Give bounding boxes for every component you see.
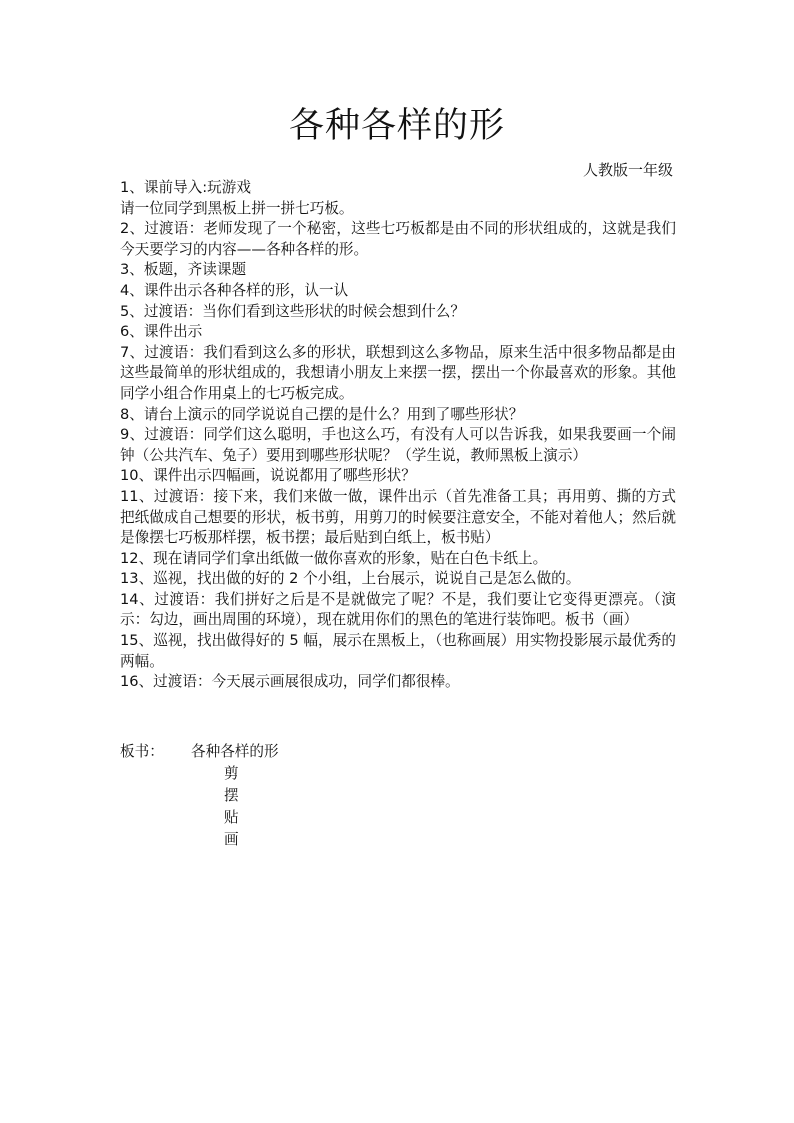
paragraph: 7、过渡语：我们看到这么多的形状，联想到这么多物品，原来生活中很多物品都是由这些最简单的形状组成的，我想请小朋友上来摆一摆，摆出一个你最喜欢的形象。其他同学小组合作用桌上的七巧板完成。 <box>120 343 676 402</box>
paragraph: 6、课件出示 <box>120 323 203 341</box>
edition-label: 人教版一年级 <box>582 161 673 179</box>
paragraph: 4、课件出示各种各样的形，认一认 <box>120 281 349 299</box>
paragraph: 16、过渡语：今天展示画展很成功，同学们都很棒。 <box>120 673 460 691</box>
paragraph: 13、巡视，找出做的好的 2 个小组，上台展示，说说自己是怎么做的。 <box>120 570 581 588</box>
page-title: 各种各样的形 <box>288 106 505 146</box>
paragraph: 14、过渡语：我们拼好之后是不是就做完了呢？不是，我们要让它变得更漂亮。（演示：勾边，画出周围的环境），现在就用你们的黑色的笔进行装饰吧。板书（画） <box>120 590 676 629</box>
paragraph: 8、请台上演示的同学说说自己摆的是什么？用到了哪些形状？ <box>120 405 524 423</box>
paragraph: 1、课前导入:玩游戏 <box>120 179 251 196</box>
paragraph: 3、板题，齐读课题 <box>120 261 247 279</box>
lesson-steps <box>120 178 676 693</box>
board-step: 贴 <box>224 809 239 826</box>
board-step: 剪 <box>224 765 239 782</box>
board-step: 摆 <box>224 787 239 804</box>
board-steps <box>224 763 239 851</box>
paragraph: 15、巡视，找出做得好的 5 幅，展示在黑板上，（也称画展）用实物投影展示最优秀的两幅。 <box>120 632 676 670</box>
board-step: 画 <box>224 831 239 848</box>
paragraph: 10、课件出示四幅画，说说都用了哪些形状？ <box>120 467 416 485</box>
paragraph: 11、过渡语：接下来，我们来做一做，课件出示（首先准备工具；再用剪、撕的方式把纸做成自己想要的形状，板书剪，用剪刀的时候要注意安全，不能对着他人；然后就是像摆七巧板那样摆，板书摆；最后贴到白纸上，板书贴） <box>120 487 676 547</box>
paragraph: 12、现在请同学们拿出纸做一做你喜欢的形象，贴在白色卡纸上。 <box>120 549 548 567</box>
paragraph: 9、过渡语：同学们这么聪明，手也这么巧，有没有人可以告诉我，如果我要画一个闹钟（公共汽车、兔子）要用到哪些形状呢？（学生说，教师黑板上演示） <box>120 426 676 464</box>
paragraph: 5、过渡语：当你们看到这些形状的时候会想到什么？ <box>120 302 465 320</box>
paragraph: 请一位同学到黑板上拼一拼七巧板。 <box>120 199 354 217</box>
board-title: 各种各样的形 <box>191 743 279 760</box>
paragraph: 2、过渡语：老师发现了一个秘密，这些七巧板都是由不同的形状组成的，这就是我们今天要学习的内容——各种各样的形。 <box>120 220 676 258</box>
board-label: 板书： <box>120 743 164 760</box>
